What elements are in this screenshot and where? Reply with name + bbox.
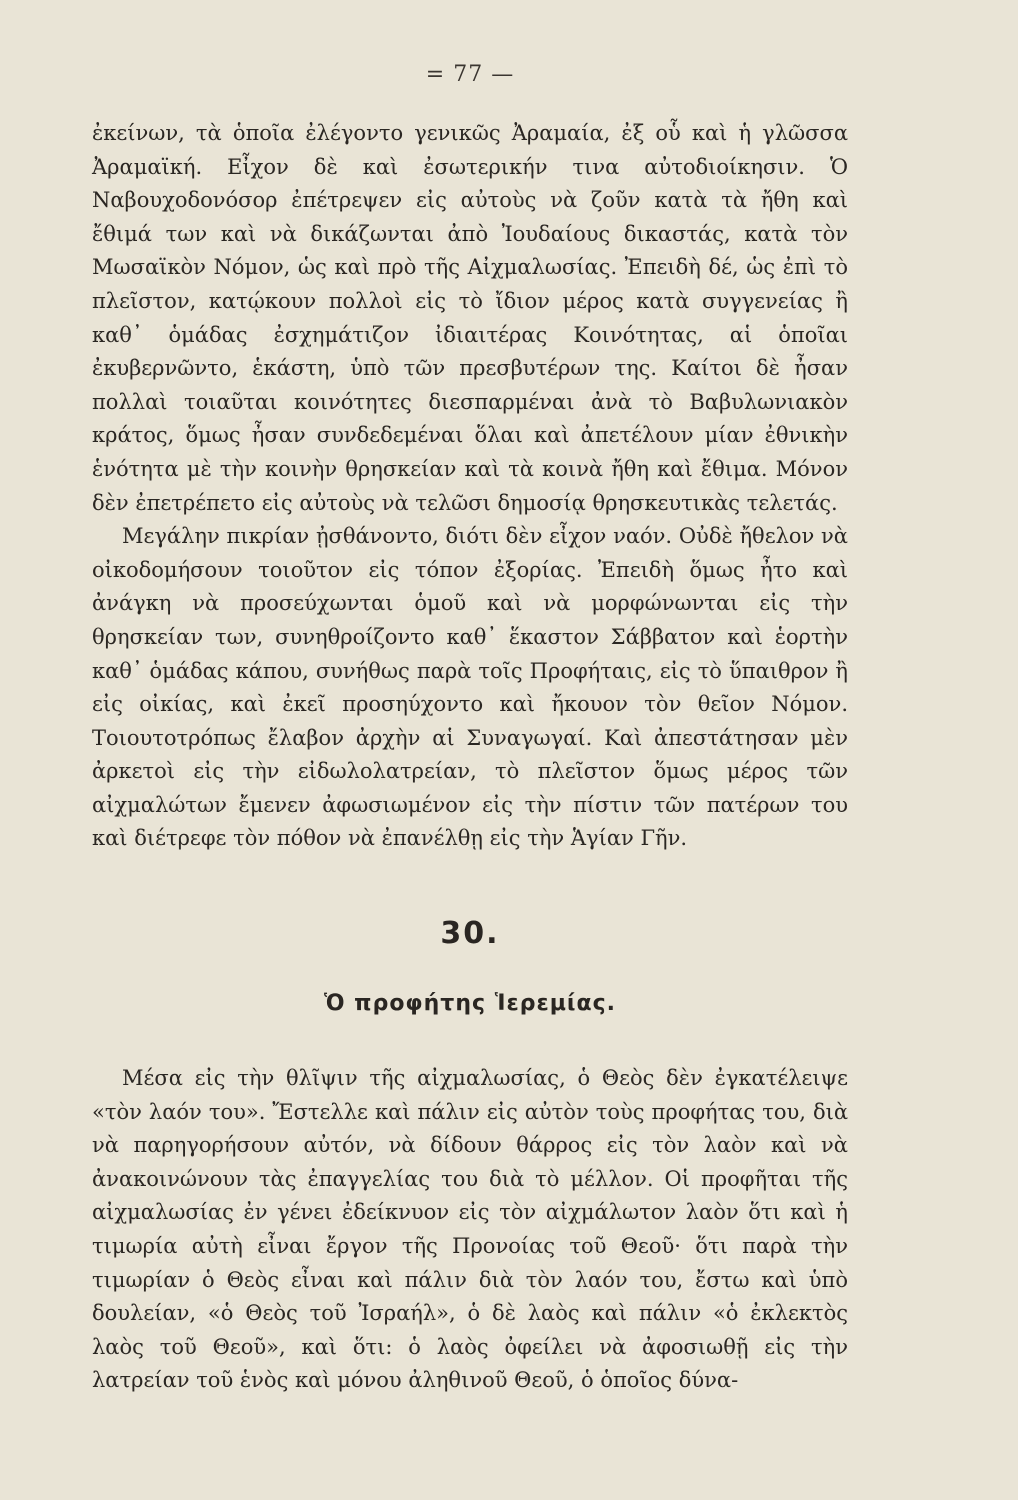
section-paragraph: Μέσα εἰς τὴν θλῖψιν τῆς αἰχμαλωσίας, ὁ Θεὸς δὲν ἐγκατέλειψε «τὸν λαόν του». Ἔστελλε καὶ πάλιν εἰς αὐτὸν τοὺς προφήτας του, διὰ νὰ παρηγορήσουν αὐτόν, νὰ δίδουν θάρρος εἰς τὸν λαὸν καὶ νὰ ἀνακοινώνουν τὰς ἐπαγγελίας του διὰ τὸ μέλλον. Οἱ προφῆται τῆς αἰχμαλωσίας ἐν γένει ἐδείκνυον εἰς τὸν αἰχμάλωτον λαὸν ὅτι καὶ ἡ τιμωρία αὐτὴ εἶναι ἔργον τῆς Προνοίας τοῦ Θεοῦ· ὅτι παρὰ τὴν τιμωρίαν ὁ Θεὸς εἶναι καὶ πάλιν διὰ τὸν λαόν του, ἔστω καὶ ὑπὸ δουλείαν, «ὁ Θεὸς τοῦ Ἰσραήλ», ὁ δὲ λαὸς καὶ πάλιν «ὁ ἐκλεκτὸς λαὸς τοῦ Θεοῦ», καὶ ὅτι: ὁ λαὸς ὀφείλει νὰ ἀφοσιωθῇ εἰς τὴν λατρείαν τοῦ ἑνὸς καὶ μόνου ἀληθινοῦ Θεοῦ, ὁ ὁποῖος δύνα- [92, 1066, 848, 1393]
page-number: = 77 — [425, 62, 515, 87]
section-number: 30. [440, 916, 500, 952]
paragraph-1: ἐκείνων, τὰ ὁποῖα ἐλέγοντο γενικῶς Ἀραμαία, ἐξ οὗ καὶ ἡ γλῶσσα Ἀραμαϊκή. Εἶχον δὲ καὶ ἐσωτερικήν τινα αὐτοδιοίκησιν. Ὁ Ναβουχοδονόσορ ἐπέτρεψεν εἰς αὐτοὺς νὰ ζοῦν κατὰ τὰ ἤθη καὶ ἔθιμά των καὶ νὰ δικάζωνται ἀπὸ Ἰουδαίους δικαστάς, κατὰ τὸν Μωσαϊκὸν Νόμον, ὡς καὶ πρὸ τῆς Αἰχμαλωσίας. Ἐπειδὴ δέ, ὡς ἐπὶ τὸ πλεῖστον, κατῴκουν πολλοὶ εἰς τὸ ἴδιον μέρος κατὰ συγγενείας ἢ καθ᾽ ὁμάδας ἐσχημάτιζον ἰδιαιτέρας Κοινότητας, αἱ ὁποῖαι ἐκυβερνῶντο, ἑκάστη, ὑπὸ τῶν πρεσβυτέρων της. Καίτοι δὲ ἦσαν πολλαὶ τοιαῦται κοινότητες διεσπαρμέναι ἀνὰ τὸ Βαβυλωνιακὸν κράτος, ὅμως ἦσαν συνδεδεμέναι ὅλαι καὶ ἀπετέλουν μίαν ἐθνικὴν ἑνότητα μὲ τὴν κοινὴν θρησκείαν καὶ τὰ κοινὰ ἤθη καὶ ἔθιμα. Μόνον δὲν ἐπετρέπετο εἰς αὐτοὺς νὰ τελῶσι δημοσίᾳ θρησκευτικὰς τελετάς. [92, 121, 848, 515]
paragraph-2: Μεγάλην πικρίαν ᾐσθάνοντο, διότι δὲν εἶχον ναόν. Οὐδὲ ἤθελον νὰ οἰκοδομήσουν τοιοῦτον εἰς τόπον ἐξορίας. Ἐπειδὴ ὅμως ἦτο καὶ ἀνάγκη νὰ προσεύχωνται ὁμοῦ καὶ νὰ μορφώνωνται εἰς τὴν θρησκείαν των, συνηθροίζοντο καθ᾽ ἕκαστον Σάββατον καὶ ἑορτὴν καθ᾽ ὁμάδας κάπου, συνήθως παρὰ τοῖς Προφήταις, εἰς τὸ ὕπαιθρον ἢ εἰς οἰκίας, καὶ ἐκεῖ προσηύχοντο καὶ ἤκουον τὸν θεῖον Νόμον. Τοιουτοτρόπως ἔλαβον ἀρχὴν αἱ Συναγωγαί. Καὶ ἀπεστάτησαν μὲν ἀρκετοὶ εἰς τὴν εἰδωλολατρείαν, τὸ πλεῖστον ὅμως μέρος τῶν αἰχμαλώτων ἔμενεν ἀφωσιωμένον εἰς τὴν πίστιν τῶν πατέρων του καὶ διέτρεφε τὸν πόθον νὰ ἐπανέλθῃ εἰς τὴν Ἁγίαν Γῆν. [92, 524, 848, 851]
section-title: Ὁ προφήτης Ἱερεμίας. [323, 991, 616, 1017]
